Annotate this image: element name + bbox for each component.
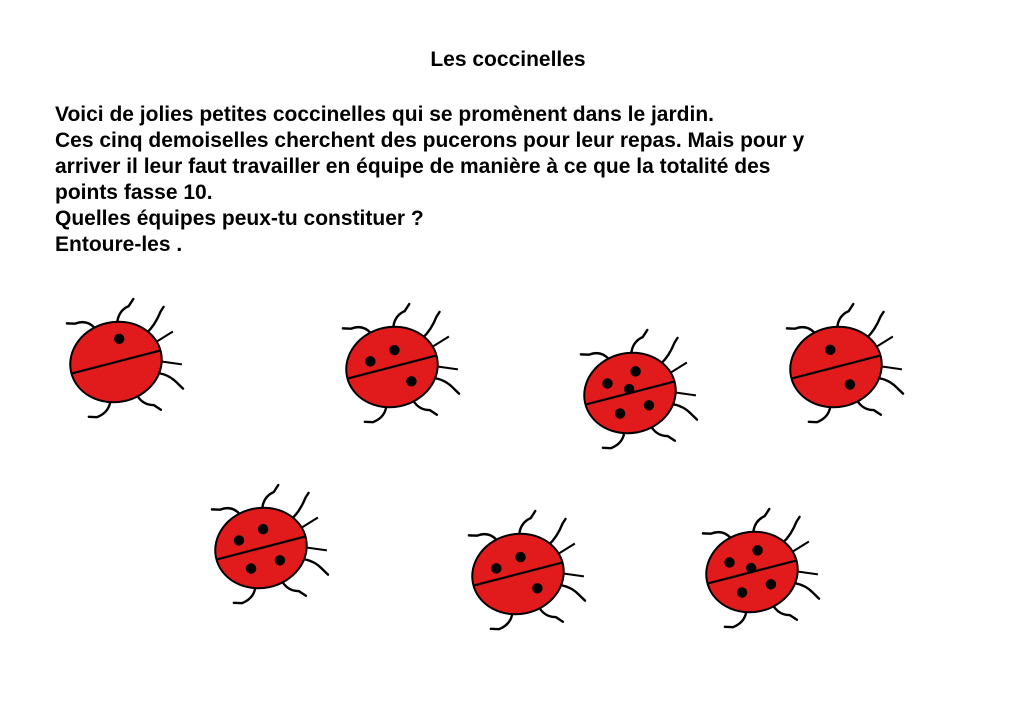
ladybug-leg [561, 581, 585, 605]
ladybug-leg [879, 374, 903, 398]
ladybug-leg [601, 433, 627, 450]
page-title: Les coccinelles [430, 48, 586, 71]
ladybug-leg [87, 402, 113, 419]
ladybug-leg [489, 614, 515, 631]
ladybug-4[interactable] [779, 297, 910, 431]
ladybug-leg [673, 400, 697, 424]
ladybug-leg [807, 407, 833, 424]
ladybug-leg [795, 579, 819, 603]
ladybug-leg [304, 555, 328, 579]
instructions-text [55, 102, 975, 258]
ladybug-leg [750, 509, 773, 531]
ladybug-3[interactable] [573, 323, 704, 457]
ladybug-leg [114, 299, 137, 321]
instruction-line: Entoure-les . [55, 233, 183, 256]
instruction-line: arriver il leur faut travailler en équipe de manière à ce que la totalité des [55, 155, 771, 178]
instruction-line: Ces cinq demoiselles cherchent des pucerons pour leur repas. Mais pour y [55, 129, 805, 152]
instruction-line: points fasse 10. [55, 181, 213, 204]
ladybug-leg [159, 369, 183, 393]
ladybug-leg [363, 407, 389, 424]
instruction-line: Voici de jolies petites coccinelles qui se promènent dans le jardin. [55, 103, 714, 126]
ladybug-leg [723, 612, 749, 629]
ladybug-leg [259, 485, 282, 507]
ladybug-leg [435, 374, 459, 398]
ladybug-7[interactable] [695, 502, 826, 636]
instruction-line: Quelles équipes peux-tu constituer ? [55, 207, 424, 230]
ladybug-leg [232, 588, 258, 605]
ladybug-6[interactable] [461, 504, 592, 638]
ladybug-leg [390, 304, 413, 326]
ladybug-leg [628, 330, 651, 352]
ladybug-5[interactable] [204, 478, 335, 612]
ladybug-leg [516, 511, 539, 533]
ladybug-1[interactable] [59, 292, 190, 426]
ladybug-leg [834, 304, 857, 326]
ladybug-2[interactable] [335, 297, 466, 431]
